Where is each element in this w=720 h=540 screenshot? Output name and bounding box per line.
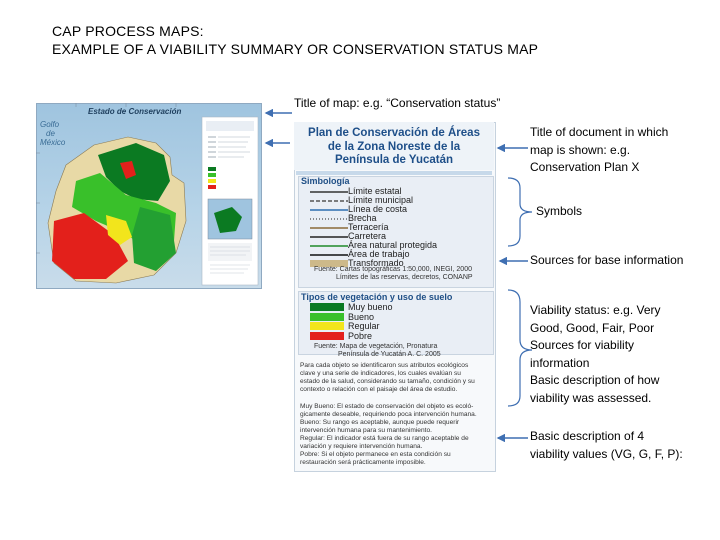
annotation-viability-3: Sources for viability <box>530 338 635 352</box>
annotation-viability-1: Viability status: e.g. Very <box>530 303 661 317</box>
annotation-viability <box>530 302 661 407</box>
definition-line-4: intervención humana para su mantenimiento. <box>300 427 432 434</box>
heading-line-1: CAP PROCESS MAPS: <box>52 23 204 39</box>
definition-line-8: restauración será prácticamente imposible. <box>300 459 426 466</box>
definition-line-5: Regular: El indicador está fuera de su rango aceptable de <box>300 435 469 442</box>
viability-label: Bueno <box>348 311 375 322</box>
annotation-viability-4: information <box>530 355 590 370</box>
definition-line-1: Muy Bueno: El estado de conservación del objeto es ecoló- <box>300 403 474 410</box>
symbol-label: Límite estatal <box>348 186 402 196</box>
annotation-map-title: Title of map: e.g. “Conservation status” <box>294 96 501 110</box>
annotation-sources-base: Sources for base information <box>530 253 684 267</box>
symbol-label: Transformado <box>348 258 404 268</box>
method-line-4: contexto o relación con el paisaje del área de estudio. <box>300 386 458 393</box>
gulf-label-3: México <box>40 138 66 147</box>
gulf-label-1: Golfo <box>40 120 60 129</box>
viability-label: Muy bueno <box>348 302 393 312</box>
annotation-doc-title-2: map is shown: e.g. <box>530 142 631 157</box>
symbol-label: Área natural protegida <box>348 240 438 250</box>
method-line-3: estado de la salud, considerando su tamaño, condición y su <box>300 378 475 385</box>
definition-line-2: gicamente deseable, requiriendo poca intervención humana. <box>300 411 477 418</box>
annotation-doc-title-3: Conservation Plan X <box>530 160 640 174</box>
viability-label: Regular <box>348 321 380 331</box>
symbol-label: Límite municipal <box>348 195 414 205</box>
brace-viability <box>508 290 532 406</box>
symbology-heading: Simbología <box>301 176 350 186</box>
heading-line-2: EXAMPLE OF A VIABILITY SUMMARY OR CONSERVATION STATUS MAP <box>52 41 539 57</box>
map-title: Estado de Conservación <box>88 107 182 116</box>
annotation-viability-5: Basic description of how <box>530 373 660 387</box>
symbol-label: Área de trabajo <box>348 249 410 259</box>
annotation-values <box>530 428 683 463</box>
vegetation-heading: Tipos de vegetación y uso de suelo <box>301 292 453 302</box>
source-base-2: Límites de las reservas, decretos, CONANP <box>336 274 473 281</box>
document-title-2: de la Zona Noreste de la <box>327 140 461 153</box>
symbol-label: Brecha <box>348 213 377 223</box>
symbol-label: Carretera <box>348 231 387 241</box>
annotation-doc-title-1: Title of document in which <box>530 125 669 139</box>
method-line-1: Para cada objeto se identificaron sus atributos ecológicos <box>300 362 469 369</box>
definition-line-7: Pobre: Si el objeto permanece en esta condición su <box>300 451 451 458</box>
symbol-label: Línea de costa <box>348 204 408 214</box>
annotation-values-2: viability values (VG, G, F, P): <box>530 446 683 461</box>
annotation-symbols: Symbols <box>536 204 583 218</box>
definition-line-3: Bueno: Su rango es aceptable, aunque puede requerir <box>300 419 460 426</box>
document-title-1: Plan de Conservación de Áreas <box>308 127 480 139</box>
annotation-document-title <box>530 124 668 177</box>
source-veg-1: Fuente: Mapa de vegetación, Pronatura <box>314 343 438 350</box>
symbol-label: Terracería <box>348 222 389 232</box>
brace-symbols <box>508 178 532 246</box>
gulf-label-2: de <box>46 129 55 138</box>
viability-label: Pobre <box>348 330 373 341</box>
method-line-2: clave y una serie de indicadores, los cuales evalúan su <box>300 370 461 377</box>
source-base-1: Fuente: Cartas topográficas 1:50,000, INEGI, 2000 <box>314 266 472 273</box>
source-veg-2: Península de Yucatán A. C. 2005 <box>338 351 441 358</box>
document-title-3: Península de Yucatán <box>334 154 454 166</box>
annotation-viability-6: viability was assessed. <box>530 390 652 405</box>
annotation-viability-2: Good, Good, Fair, Poor <box>530 320 655 335</box>
annotation-values-1: Basic description of 4 <box>530 429 645 443</box>
definition-line-6: variación y requiere intervención humana. <box>300 443 423 450</box>
